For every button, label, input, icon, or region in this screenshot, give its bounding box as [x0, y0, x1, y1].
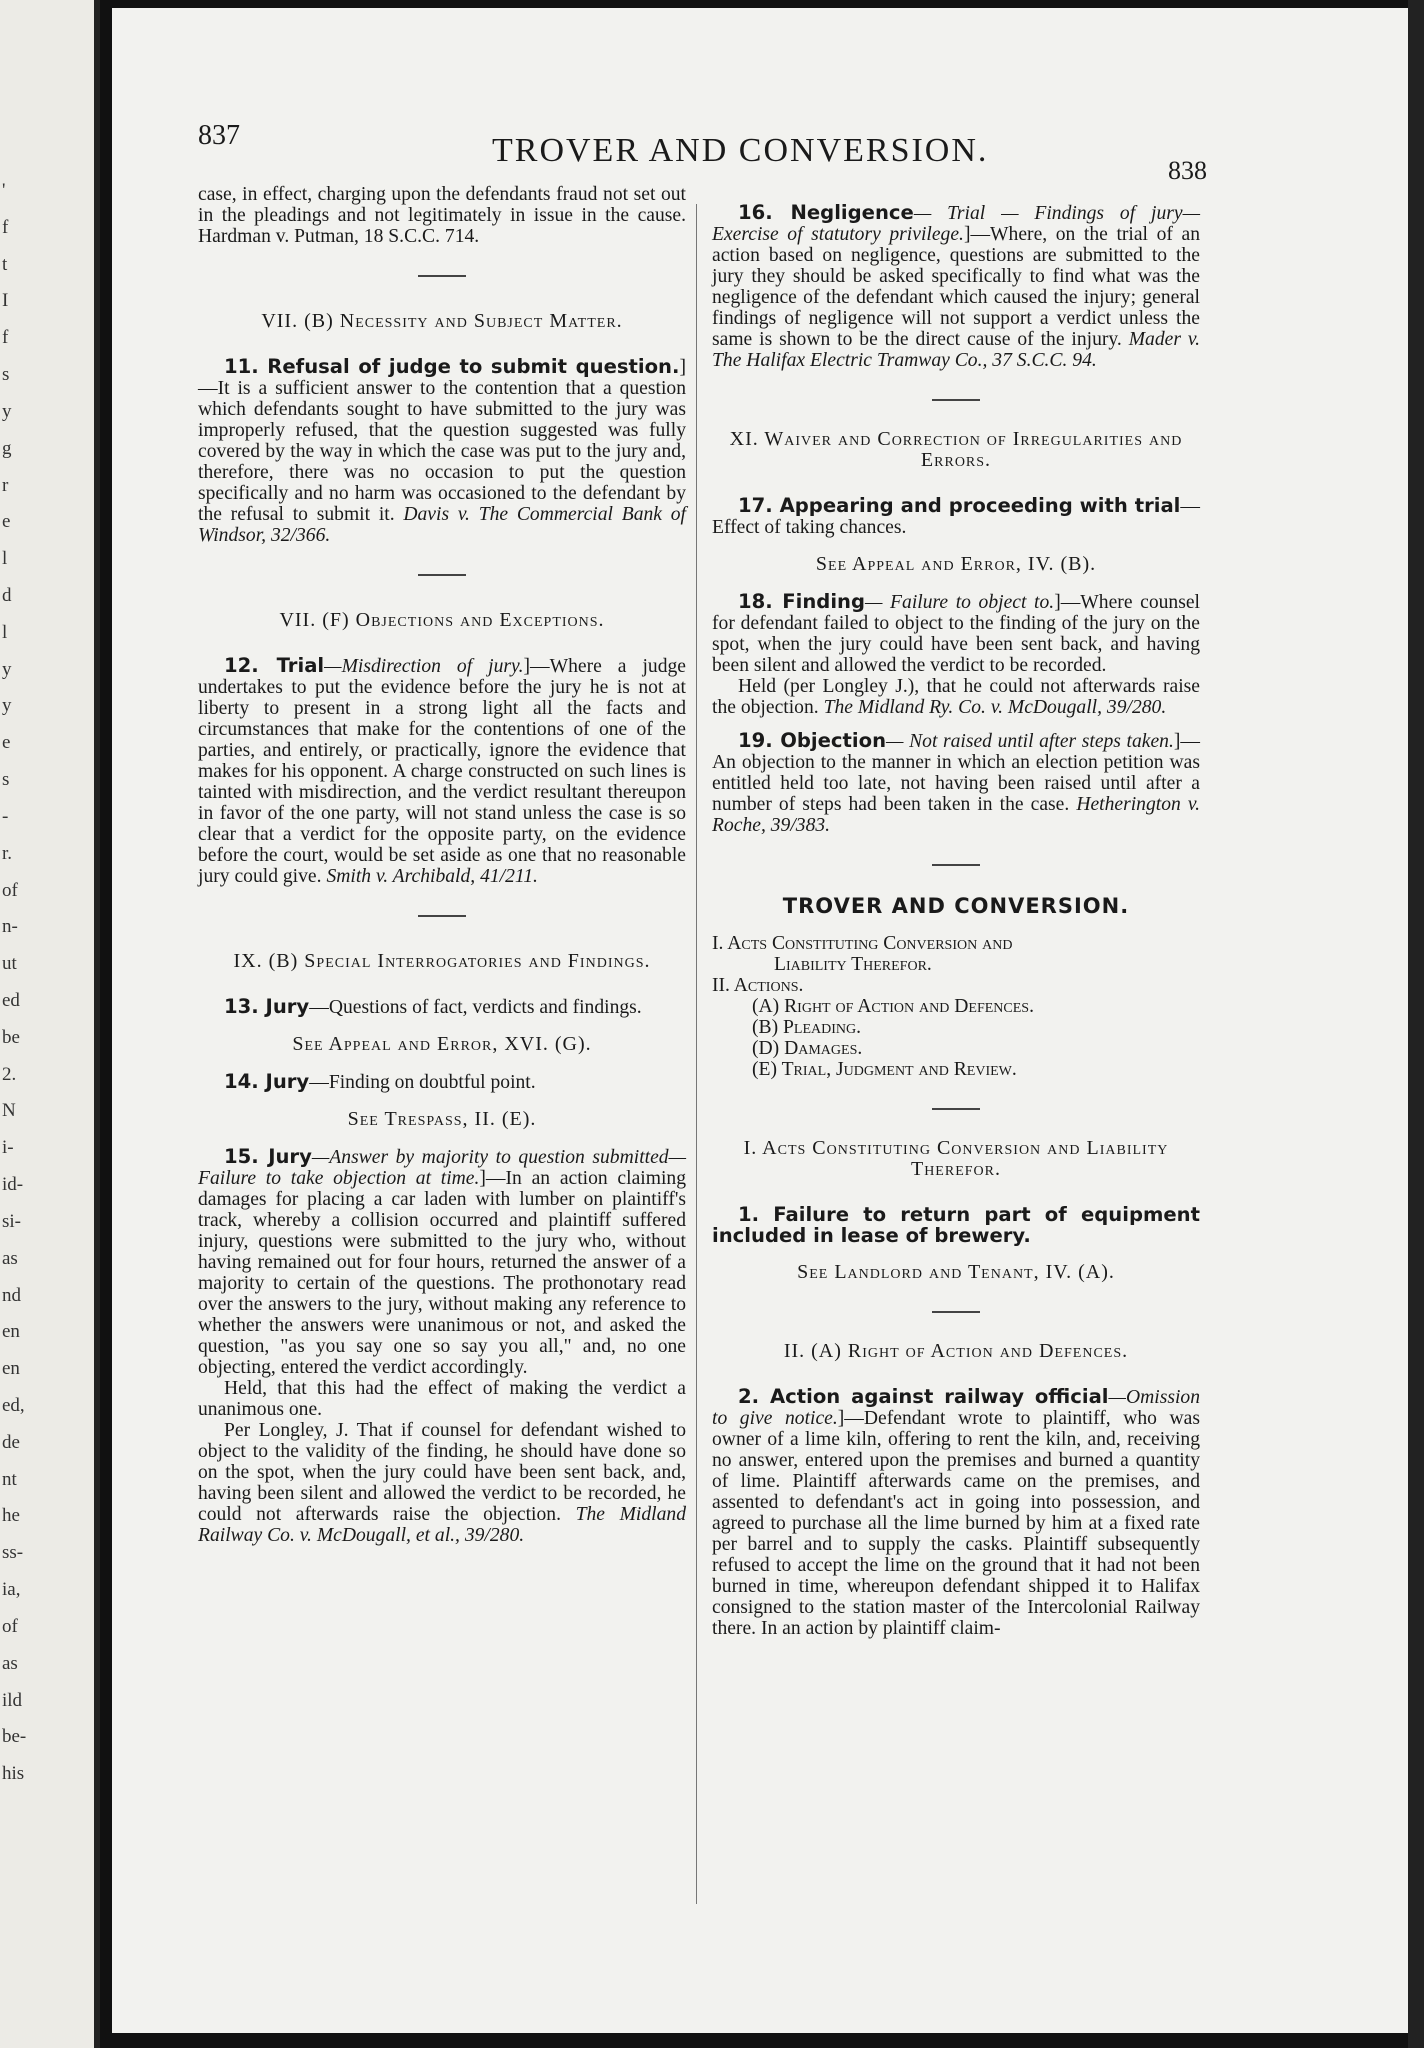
- paragraph-11: 11. Refusal of judge to submit question.]—It is a sufficient answer to the contention that a question which defendants sought to have submitted to the jury was improperly refused, that the question suggested was fully covered by the way in which the case was put to the jury and, therefore, there was no occasion to put the question specifically and no harm was occasioned to the defendant by the refusal to submit it. Davis v. The Commercial Bank of Windsor, 32/366.: [198, 355, 686, 546]
- section-heading-ii-a: II. (A) Right of Action and Defences.: [783, 1340, 1129, 1362]
- facing-page-fragment: s: [2, 769, 10, 790]
- facing-page-fragment: f: [2, 327, 9, 348]
- facing-page-fragment: s: [2, 364, 10, 385]
- toc-item: (A) Right of Action and Defences.: [752, 996, 1034, 1017]
- paragraph-15-held: Held, that this had the effect of making the verdict a unanimous one.: [198, 1378, 686, 1420]
- facing-page-fragment: en: [2, 1321, 20, 1342]
- facing-page-fragment: r: [2, 475, 9, 496]
- facing-page-fragment: his: [2, 1763, 25, 1784]
- facing-page-fragment: i-: [2, 1137, 14, 1158]
- paragraph-2: 2. Action against railway official—Omission to give notice.]—Defendant wrote to plaintiff, who was owner of a lime kiln, offering to rent the kiln, and, receiving no answer, entered upon the premises and burned a quantity of lime. Plaintiff afterwards came on the premises, and assented to defendant's act in going into possession, and agreed to purchase all the lime burned by him at a fixed rate per barrel and to supply the casks. Plaintiff subsequently refused to accept the lime on the ground that it had not been burned in time, whereupon defendant shipped it to Halifax consigned to the station master of the Intercolonial Railway there. In an action by plaintiff claim-: [712, 1385, 1200, 1639]
- column-divider: [696, 204, 697, 1904]
- facing-page-fragment: I: [2, 290, 9, 311]
- document-page: [112, 8, 1408, 2033]
- facing-page-fragment: N: [2, 1100, 16, 1121]
- paragraph-15-per: Per Longley, J. That if counsel for defendant wished to object to the validity of the finding, he should have done so on the spot, when the jury could have been sent back, and, having been silent and allowed the verdict to be recorded, he could not afterwards raise the objection. The Midland Railway Co. v. McDougall, et al., 39/280.: [198, 1420, 686, 1546]
- toc-item: I. Acts Constituting Conversion and: [712, 933, 1013, 954]
- section-rule: [932, 864, 980, 866]
- facing-page-fragment: he: [2, 1505, 20, 1526]
- facing-page-fragment: ed: [2, 990, 20, 1011]
- facing-page-fragment: nd: [2, 1285, 21, 1306]
- facing-page-fragment: 2.: [2, 1064, 17, 1085]
- facing-page-fragment: as: [2, 1248, 18, 1269]
- left-column: [198, 184, 686, 1546]
- facing-page-fragment: y: [2, 401, 12, 422]
- facing-page-fragment: ia,: [2, 1579, 21, 1600]
- page-gutter: [94, 0, 100, 2048]
- section-heading-vii-f: VII. (F) Objections and Exceptions.: [279, 609, 605, 631]
- section-rule: [932, 1108, 980, 1110]
- facing-page-fragment: e: [2, 732, 11, 753]
- right-column: [712, 202, 1200, 1639]
- running-title: TROVER AND CONVERSION.: [492, 132, 989, 169]
- section-rule: [418, 915, 466, 917]
- section-rule: [932, 1311, 980, 1313]
- facing-page-fragment: id-: [2, 1174, 24, 1195]
- facing-page-fragment: be-: [2, 1726, 27, 1747]
- toc-item: II. Actions.: [712, 975, 804, 996]
- toc-item: (D) Damages.: [752, 1038, 863, 1059]
- facing-page-fragment: f: [2, 217, 9, 238]
- facing-page-fragment: n-: [2, 916, 18, 937]
- facing-page-fragment: l: [2, 622, 8, 643]
- facing-page-fragment: be: [2, 1027, 20, 1048]
- section-heading-vii-b: VII. (B) Necessity and Subject Matter.: [261, 310, 623, 332]
- paragraph-14: 14. Jury—Finding on doubtful point.: [224, 1070, 536, 1093]
- facing-page-fragment: ild: [2, 1690, 23, 1711]
- toc-item: (B) Pleading.: [752, 1017, 862, 1038]
- right-page-number: 838: [1168, 156, 1207, 185]
- facing-page-fragment: si-: [2, 1211, 21, 1232]
- section-heading-i: I. Acts Constituting Conversion and Liability Therefor.: [743, 1137, 1169, 1180]
- facing-page-fragment: d: [2, 585, 12, 606]
- paragraph-13: 13. Jury—Questions of fact, verdicts and findings.: [224, 995, 642, 1018]
- adjacent-page-strip: [0, 0, 100, 2048]
- scan-edge: [1408, 0, 1424, 2048]
- table-of-contents: [712, 933, 1200, 1080]
- facing-page-fragment: ': [2, 180, 6, 201]
- cross-reference: See Trespass, II. (E).: [347, 1108, 537, 1130]
- continued-paragraph: case, in effect, charging upon the defendants fraud not set out in the pleadings and not legitimately in issue in the cause. Hardman v. Putman, 18 S.C.C. 714.: [198, 184, 686, 247]
- paragraph-19: 19. Objection— Not raised until after steps taken.]—An objection to the manner in which an election petition was entitled held too late, not having been raised until after a number of steps had been taken in the case. Hetherington v. Roche, 39/383.: [712, 729, 1200, 836]
- title-trover-and-conversion: TROVER AND CONVERSION.: [782, 894, 1130, 918]
- facing-page-fragment: ss-: [2, 1542, 24, 1563]
- facing-page-fragment: r.: [2, 843, 13, 864]
- facing-page-fragment: de: [2, 1432, 20, 1453]
- paragraph-18: 18. Finding— Failure to object to.]—Where counsel for defendant failed to object to the finding of the jury on the spot, when the jury could have been sent back, and having been silent and allowed the verdict to be recorded.: [712, 590, 1200, 676]
- section-rule: [418, 574, 466, 576]
- facing-page-fragment: e: [2, 511, 11, 532]
- facing-page-fragment: t: [2, 254, 8, 275]
- facing-page-fragment: g: [2, 438, 12, 459]
- paragraph-16: 16. Negligence— Trial — Findings of jury—Exercise of statutory privilege.]—Where, on the trial of an action based on negligence, questions are submitted to the jury they should be asked specifically to find what was the negligence of the defendant which caused the injury; general findings of negligence will not support a verdict unless the same is shown to be the direct cause of the injury. Mader v. The Halifax Electric Tramway Co., 37 S.C.C. 94.: [712, 201, 1200, 371]
- facing-page-fragment: as: [2, 1653, 18, 1674]
- section-rule: [932, 399, 980, 401]
- paragraph-12: 12. Trial—Misdirection of jury.]—Where a judge undertakes to put the evidence before the jury he is not at liberty to present in a strong light all the facts and circumstances that make for the contentions of one of the parties, and entirely, or practically, ignore the evidence that makes for his opponent. A charge constructed on such lines is tainted with misdirection, and the verdict resultant thereupon in favor of the one party, will not stand unless the case is so clear that a verdict for the opposite party, on the evidence before the court, would be set aside as one that no reasonable jury could give. Smith v. Archibald, 41/211.: [198, 654, 686, 887]
- cross-reference: See Appeal and Error, IV. (B).: [815, 553, 1097, 575]
- facing-page-fragment: y: [2, 659, 12, 680]
- toc-item: Liability Therefor.: [774, 954, 932, 975]
- cross-reference: See Appeal and Error, XVI. (G).: [292, 1033, 592, 1055]
- cross-reference: See Landlord and Tenant, IV. (A).: [797, 1261, 1115, 1283]
- toc-item: (E) Trial, Judgment and Review.: [752, 1059, 1017, 1080]
- facing-page-fragment: -: [2, 806, 9, 827]
- facing-page-fragment: l: [2, 548, 8, 569]
- paragraph-17: 17. Appearing and proceeding with trial—Effect of taking chances.: [712, 494, 1200, 538]
- left-page-number: 837: [198, 120, 240, 151]
- section-rule: [418, 275, 466, 277]
- paragraph-1: 1. Failure to return part of equipment included in lease of brewery.: [712, 1203, 1200, 1247]
- facing-page-fragment: ed,: [2, 1395, 25, 1416]
- section-heading-xi: XI. Waiver and Correction of Irregularities and Errors.: [729, 428, 1183, 471]
- facing-page-fragment: y: [2, 695, 12, 716]
- facing-page-fragment: en: [2, 1358, 20, 1379]
- facing-page-fragment: of: [2, 880, 18, 901]
- facing-page-fragment: nt: [2, 1469, 17, 1490]
- facing-page-fragment: ut: [2, 953, 17, 974]
- facing-page-fragment: of: [2, 1616, 18, 1637]
- section-heading-ix-b: IX. (B) Special Interrogatories and Findings.: [233, 950, 651, 972]
- paragraph-15: 15. Jury—Answer by majority to question submitted—Failure to take objection at time.]—In an action claiming damages for placing a car laden with lumber on plaintiff's track, whereby a collision occurred and plaintiff suffered injury, questions were submitted to the jury who, without having remained out for four hours, returned the answer of a majority to certain of the questions. The prothonotary read over the answers to the jury, without making any reference to whether the answers were unanimous or not, and asked the question, "as you say one so say you all," and, no one objecting, entered the verdict accordingly.: [198, 1145, 686, 1378]
- paragraph-18-held: Held (per Longley J.), that he could not afterwards raise the objection. The Midland Ry. Co. v. McDougall, 39/280.: [712, 676, 1200, 718]
